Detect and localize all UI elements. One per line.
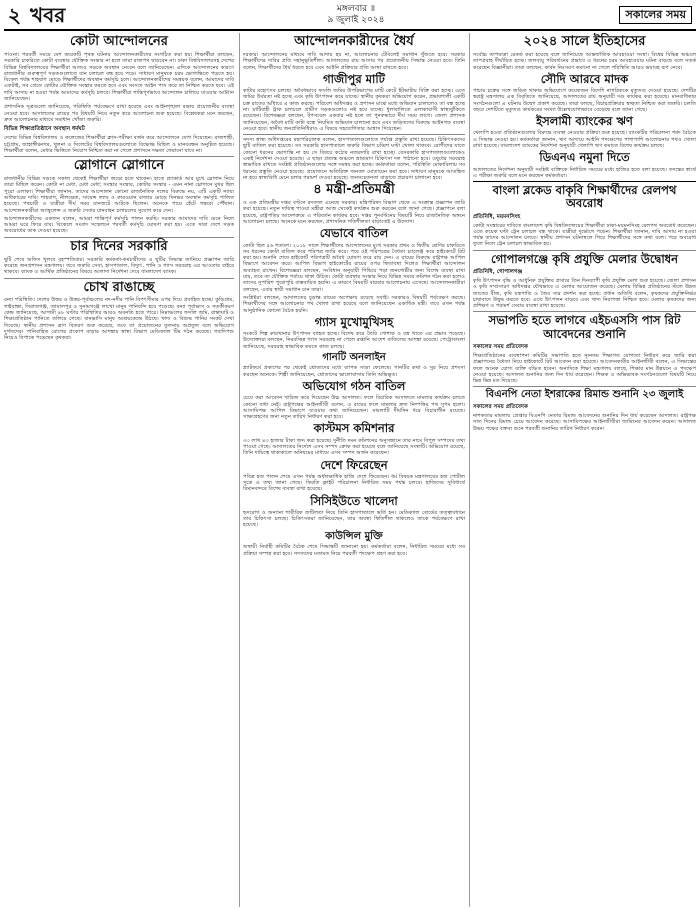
article-body: আদালতের নির্দেশনা অনুযায়ী সংশ্লিষ্ট ব্যক্তিকে নির্ধারিত সময়ের মধ্যে হাজির হতে বলা হয়েছে। তদন্তের স্বার্থে এ পরীক্ষা জরুরি বলে মনে করছেন কর্মকর্তারা।	[473, 166, 696, 179]
headline-returned-home: দেশে ফিরেছেন	[320, 457, 388, 472]
headline-bnp-remand: বিএনপি নেতা ইশরাকের রিমান্ড শুনানি ২৩ জুলাই	[485, 389, 684, 401]
headline-protesters-patience: আন্দোলনকারীদের ধৈর্য	[294, 34, 414, 49]
byline: সকালের সময় প্রতিবেদক	[473, 403, 528, 410]
article-body: কাটার মহোৎসব চলছে। অবৈধভাবে ফসলি জমির উপরিভাগের মাটি কেটে ইটভাটায় বিক্রি করা হচ্ছে। এতে জমির উর্বরতা নষ্ট হচ্ছে এবং কৃষি উৎপাদন কমে যাচ্ছে। স্থানীয় কৃষকরা অভিযোগ করেন, প্রভাবশালী একটি চক্র রাতের আঁধারে এ কাজ করছে। পরিবেশ অধিদপ্তর ও প্রশাসন মাঝে মধ্যে অভিযান চালালেও তা বন্ধ হচ্ছে না। মাটিবাহী ট্রাক চলাচলে গ্রামীণ সড়কগুলোও নষ্ট হয়ে যাচ্ছে। ধুলাবালিতে এলাকাবাসী স্বাস্থ্যঝুঁকিতে রয়েছেন। বিশেষজ্ঞরা বলছেন, টপসয়েল একবার নষ্ট হলে তা পুনরুদ্ধারে দীর্ঘ সময় লাগে। জেলা প্রশাসক জানিয়েছেন, অবৈধ মাটি কাটা বন্ধে নিয়মিত অভিযান চালানো হবে এবং জড়িতদের বিরুদ্ধে আইনগত ব্যবস্থা নেওয়া হবে। স্থানীয় জনপ্রতিনিধিরাও এ বিষয়ে সহযোগিতার আশ্বাস দিয়েছেন।	[243, 88, 465, 132]
day-label: মঙ্গলবার ॥	[336, 4, 376, 14]
headline-slogans: স্লোগানে স্লোগানে	[73, 158, 165, 174]
masthead	[4, 3, 696, 31]
subheading: বিভিন্ন শিক্ষাপ্রতিষ্ঠানে অবস্থান ধর্মঘট	[4, 126, 85, 133]
headline-quota-movement: কোটা আন্দোলনের	[70, 34, 168, 49]
column-middle	[239, 33, 465, 907]
headline-gopalganj-fair: গোপালগঞ্জে কৃষি প্রযুক্তি মেলার উদ্বোধন	[491, 251, 678, 266]
article-body: পাচার চক্রের সঙ্গে জড়িত থাকার অভিযোগে কয়েকজন বিদেশি নাগরিককে মৃত্যুদণ্ড দেওয়া হয়েছে। দেশটির স্বরাষ্ট্র মন্ত্রণালয় এক বিবৃতিতে জানিয়েছে, আদালতের রায় অনুযায়ী দণ্ড কার্যকর করা হয়েছে। মানবাধিকার সংগঠনগুলো এ ঘটনায় উদ্বেগ প্রকাশ করেছে। তারা বলছে, বিচারপ্রক্রিয়ার স্বচ্ছতা নিশ্চিত করা জরুরি। চলতি বছরে দেশটিতে মৃত্যুদণ্ড কার্যকরের সংখ্যা উল্লেখযোগ্যভাবে বেড়েছে বলে জানা গেছে।	[473, 88, 696, 113]
byline: সকালের সময় প্রতিবেদক	[473, 343, 528, 350]
column-left	[4, 33, 234, 907]
headline-gas: গ্যাস মুখোমুখিসহ	[314, 314, 394, 329]
article-body: প্রশাসনিক সূত্রগুলো জানিয়েছে, পরিস্থিতি পর্যবেক্ষণে রাখা হয়েছে এবং আইনশৃঙ্খলা রক্ষায় প্রয়োজনীয় ব্যবস্থা নেওয়া হবে। আদালতের রায়ের পর বিষয়টি নিয়ে নতুন করে আলোচনা শুরু হয়েছে। বিশ্লেষকরা মনে করছেন, দ্রুত আলোচনার মাধ্যমে সমাধান খোঁজা জরুরি।	[4, 104, 234, 123]
byline: প্রতিনিধি, গোপালগঞ্জ	[473, 269, 523, 275]
article-body: পবিত্র হজ পালন শেষে এখন পর্যন্ত অর্ধলক্ষাধিক হাজি দেশে ফিরেছেন। ধর্ম বিষয়ক মন্ত্রণালয়ের হজ পোর্টাল সূত্রে এ তথ্য জানা গেছে। ফিরতি ফ্লাইট পরিচালনা নির্ধারিত সময় পর্যন্ত চলবে। হাজিদের সুবিধার্থে বিমানবন্দরে বিশেষ ব্যবস্থা রাখা হয়েছে।	[243, 473, 465, 493]
headline-saudi-drugs: সৌদি আরবে মাদক	[540, 71, 629, 86]
article-body: ৩৩ লাখ ৪৩ হাজার টাকা জব্দ করা হয়েছে। দুর্নীতি দমন কমিশনের অনুসন্ধানে তার নামে বিপুল সম্পদের তথ্য পাওয়া গেছে। আদালতের নির্দেশে এসব সম্পদ ক্রোক করা হয়েছে বলে জানিয়েছে সংস্থাটি। অভিযোগ রয়েছে, তিনি দায়িত্বে থাকাকালে অনিয়মের মাধ্যমে এসব সম্পদ অর্জন করেছেন।	[243, 437, 465, 457]
article-body: দরকার। আন্দোলনের মাধ্যমে দাবি আদায় হয় না, আলোচনার টেবিলেই সমাধান খুঁজতে হবে। সরকার শিক্ষার্থীদের দাবির প্রতি সহানুভূতিশীল। আদালতের রায় আসার পর প্রয়োজনীয় সিদ্ধান্ত নেওয়া হবে। তিনি বলেন, শিক্ষার্থীদের ধৈর্য ধরতে হবে এবং আইনি প্রক্রিয়ার প্রতি আস্থা রাখতে হবে।	[243, 51, 465, 71]
page-number: ২	[8, 3, 22, 27]
byline: প্রতিনিধি, ময়মনসিংহ	[473, 213, 521, 220]
article-body: প্ল্যাটফর্মে প্রকাশের পর থেকেই শ্রোতাদের মধ্যে ব্যাপক সাড়া ফেলেছে। গানটির কথা ও সুর নিয়ে প্রশংসা করছেন অনেকে। শিল্পী জানিয়েছেন, শ্রোতাদের ভালোবাসায় তিনি অভিভূত।	[243, 365, 465, 378]
headline-how-cancelled: যেভাবে বাতিল	[319, 226, 389, 241]
article-body: খেলাপি হওয়া প্রতিষ্ঠানগুলোর বিরুদ্ধে ব্যবস্থা নেওয়ার প্রক্রিয়া শুরু হয়েছে। ব্যাংকটির পরিচালনা পর্ষদ বৈঠকে এ সিদ্ধান্ত নেওয়া হয়। কর্মকর্তারা জানান, ঋণ আদায়ে আইনি পদক্ষেপের পাশাপাশি আলোচনার পথও খোলা রাখা হয়েছে। বাংলাদেশ ব্যাংকের নির্দেশনা অনুযায়ী খেলাপি ঋণ কমাতে বিশেষ কার্যক্রম চলছে।	[473, 130, 696, 150]
headline-ministers: ৪ মন্ত্রী-প্রতিমন্ত্রী	[313, 182, 395, 198]
divider	[473, 181, 696, 182]
divider	[473, 386, 696, 387]
divider	[473, 250, 696, 251]
article-body: আন্দোলনকারীদের একজন বলেন, আমরা শান্তিপূর্ণ কর্মসূচি পালন করছি। সরকার আমাদের দাবি মেনে নিলে আমরা ঘরে ফিরে যাব। বিকেলে সংবাদ সম্মেলনে পরবর্তী কর্মসূচি ঘোষণা করা হয়। এতে সারা দেশে সড়ক অবরোধের ডাক দেওয়া হয়েছে।	[4, 215, 234, 235]
headline-bau-blockade: বাংলা ব্লকেড বাকৃবি শিক্ষার্থীদের রেলপথ অবরোধ	[492, 183, 677, 211]
article-body: বন্যা পরিস্থিতি। দেশের উত্তর ও উত্তর-পূর্বাঞ্চলের নদ-নদীর পানি বিপৎসীমার ওপর দিয়ে প্রবাহিত হচ্ছে। কুড়িগ্রাম, গাইবান্ধা, সিরাজগঞ্জ, জামালপুর ও সুনামগঞ্জে লাখো মানুষ পানিবন্দি হয়ে পড়েছে। বন্যা পূর্বাভাস ও সতর্কীকরণ কেন্দ্র জানিয়েছে, আগামী ৪৮ ঘণ্টায় পরিস্থিতির আরও অবনতি হতে পারে। নিম্নাঞ্চলের ফসলি জমি, রাস্তাঘাট ও শিক্ষাপ্রতিষ্ঠান পানিতে তলিয়ে গেছে। বানভাসি মানুষ আশ্রয়কেন্দ্রে উঠছে। খাদ্য ও বিশুদ্ধ পানির সংকট দেখা দিয়েছে। স্থানীয় প্রশাসন ত্রাণ বিতরণ শুরু করেছে, তবে তা প্রয়োজনের তুলনায় অপ্রতুল বলে অভিযোগ দুর্গতদের। পানিবাহিত রোগের প্রকোপ বাড়ার আশঙ্কায় স্বাস্থ্য বিভাগ মেডিক্যাল টিম গঠন করেছে। গবাদিপশু নিয়েও বিপাকে পড়েছেন কৃষকরা।	[4, 297, 234, 342]
divider	[4, 156, 234, 157]
divider	[243, 134, 465, 135]
article-body: রাজধানীর বিভিন্ন সড়কে সকাল থেকেই শিক্ষার্থীরা জড়ো হতে থাকেন। হাতে প্ল্যাকার্ড আর মুখে স্লোগান নিয়ে তারা মিছিল করেন। কোটা না মেধা, মেধা মেধা; সংস্কার সংস্কার, কোটার সংস্কার - এমন নানা স্লোগানে মুখর ছিল পুরো এলাকা। শিক্ষার্থীরা জানান, তাদের আন্দোলন কোনো রাজনৈতিক দলের বিরুদ্ধে নয়, এটি একটি ন্যায্য অধিকারের দাবি। শাহবাগ, নীলক্ষেত, সায়েন্স ল্যাব ও কারওয়ান বাজার মোড়ে দিনভর অবস্থান কর্মসূচি পালিত হয়েছে। পথচারী ও যাত্রীরা দীর্ঘ সময় যানজটে আটকে ছিলেন। অনেকে পায়ে হেঁটে গন্তব্যে পৌঁছান। আন্দোলনকারীরা অ্যাম্বুলেন্স ও জরুরি সেবার যানবাহন চলাচলের সুযোগ করে দেন।	[4, 176, 234, 214]
article-body: সংকটে শিল্প কারখানার উৎপাদন ব্যাহত হচ্ছে। বিশেষ করে তৈরি পোশাক ও বস্ত্র খাতে এর প্রভাব পড়েছে। উদ্যোক্তারা বলছেন, নিরবচ্ছিন্ন গ্যাস সরবরাহ না পেলে রপ্তানি আদেশ বাতিলের আশঙ্কা রয়েছে। পেট্রোবাংলা জানিয়েছে, সরবরাহ স্বাভাবিক করতে কাজ চলছে।	[243, 331, 465, 350]
article-body: চেয়ে করা আবেদন খারিজ করে দিয়েছেন উচ্চ আদালত। ফলে বিচারিক আদালতে মামলার কার্যক্রম চলতে কোনো বাধা নেই। রাষ্ট্রপক্ষের আইনজীবী বলেন, এ রায়ের ফলে মামলার দ্রুত নিষ্পত্তির পথ সুগম হলো। আসামিপক্ষ আপিল বিভাগে যাওয়ার কথা জানিয়েছেন। মামলাটি দীর্ঘদিন ধরে বিচারাধীন রয়েছে। সাক্ষ্যগ্রহণের জন্য নতুন তারিখ নির্ধারণ করা হবে।	[243, 395, 465, 421]
article-body: কৃষি উৎপাদন বৃদ্ধি ও আধুনিক প্রযুক্তির প্রসারে তিন দিনব্যাপী কৃষি প্রযুক্তি মেলা শুরু হয়েছে। জেলা প্রশাসন ও কৃষি সম্প্রসারণ অধিদপ্তর যৌথভাবে এ মেলার আয়োজন করেছে। মেলায় বিভিন্ন প্রতিষ্ঠানের স্টলে উন্নত জাতের বীজ, কৃষি যন্ত্রপাতি ও জৈব সার প্রদর্শন করা হচ্ছে। প্রধান অতিথি বলেন, কৃষকদের প্রযুক্তিনির্ভর চাষাবাদে উদ্বুদ্ধ করতে হবে। এতে উৎপাদন বাড়বে এবং খাদ্য নিরাপত্তা নিশ্চিত হবে। মেলায় কৃষকদের জন্য প্রশিক্ষণ ও পরামর্শ সেবার ব্যবস্থা রাখা হয়েছে।	[473, 278, 696, 310]
section-title: খবর	[30, 3, 66, 27]
headline-holiday: চার দিনের সরকারি	[70, 238, 168, 254]
headline-dna-sample: ডিএনএ নমুনা দিতে	[539, 150, 630, 165]
headline-hsc-president: সভাপতি হতে লাগবে এইচএসসি পাস রিট আবেদনের শুনানি	[488, 313, 681, 341]
paper-logo: সকালের সময়	[619, 6, 692, 24]
headline-gazipur-soil: গাজীপুর মাটি	[323, 71, 385, 86]
headline-customs-commissioner: কাস্টমস কমিশনার	[313, 421, 395, 436]
headline-islami-bank: ইসলামী ব্যাংকের ঋণ	[536, 114, 633, 129]
article-body: হৃদরোগ ও অন্যান্য শারীরিক জটিলতা নিয়ে তিনি হাসপাতালে ভর্তি হন। মেডিক্যাল বোর্ডের তত্ত্বাবধানে তার চিকিৎসা চলছে। চিকিৎসকরা জানিয়েছেন, তার অবস্থা স্থিতিশীল থাকলেও তাকে পর্যবেক্ষণে রাখা হয়েছে।	[243, 509, 465, 529]
article-body: অস্থায়ী নির্বাহী কমিটির বৈঠক শেষে সিদ্ধান্তটি জানানো হয়। কর্মকর্তারা বলেন, নির্ধারিত সময়ের মধ্যে সব প্রক্রিয়া সম্পন্ন করা হবে। সদস্যদের মতামত নিয়ে পরবর্তী পদক্ষেপ গ্রহণ করা হবে।	[243, 544, 465, 557]
headline-charge-cancelled: অভিযোগ গঠন বাতিল	[302, 379, 406, 394]
article-body: ও এক প্রতিমন্ত্রীর দপ্তর বণ্টনে রদবদল এনেছে সরকার। মন্ত্রিপরিষদ বিভাগ থেকে এ সংক্রান্ত প্রজ্ঞাপন জারি করা হয়েছে। নতুন দায়িত্ব পাওয়া মন্ত্রীরা আজ থেকেই কার্যক্রম শুরু করবেন বলে জানা গেছে। প্রজ্ঞাপনে বলা হয়েছে, রাষ্ট্রপতির আদেশক্রমে এ পরিবর্তন কার্যকর হবে। দপ্তর পুনর্বণ্টনের বিষয়টি নিয়ে রাজনৈতিক অঙ্গনে আলোচনা চলছে। অনেকে মনে করছেন, প্রশাসনিক গতিশীলতা বাড়াতেই এ উদ্যোগ।	[243, 200, 465, 226]
article-body: পাওনা। পরবর্তী সময়ে বেশ কয়েকটি পৃথক ঘটনায় আন্দোলনকারীদের সংগঠিত করা হয়। শিক্ষার্থীরা বলছেন, সরকারি চাকরিতে কোটা ব্যবস্থার যৌক্তিক সংস্কার না হলে তারা রাজপথ ছাড়বেন না। ঢাকা বিশ্ববিদ্যালয়সহ দেশের বিভিন্ন বিশ্ববিদ্যালয়ের শিক্ষার্থীরা আজও সড়কে অবস্থান নেবেন বলে জানিয়েছেন। এদিকে আন্দোলনের কারণে রাজধানীর গুরুত্বপূর্ণ সড়কগুলোতে যান চলাচল বন্ধ হয়ে পড়ে। সাধারণ মানুষকে চরম ভোগান্তিতে পড়তে হয়। বিকেল পর্যন্ত শাহবাগ মোড়ে শিক্ষার্থীদের অবস্থান কর্মসূচি চলে। আন্দোলনকারীদের সমন্বয়ক বলেন, আমাদের দাবি একটাই, সব গ্রেডে কোটার যৌক্তিক সংস্কার করতে হবে এবং সংসদে আইন পাস করে তা নিশ্চিত করতে হবে। এই দাবি আদায় না হওয়া পর্যন্ত আমাদের কর্মসূচি চলবে। শিক্ষার্থীরা শান্তিপূর্ণভাবে আন্দোলন চালিয়ে যাওয়ার আহ্বান জানিয়েছেন।	[4, 51, 234, 103]
article-body: সদস্য স্বাস্থ্য অধিদপ্তরের মহাপরিচালক বলেন, হাসপাতালগুলোতে পর্যাপ্ত প্রস্তুতি রাখা হয়েছে। চিকিৎসকদের ছুটি বাতিল করা হয়েছে। সব সরকারি হাসপাতালে জরুরি বিভাগ চব্বিশ ঘণ্টা খোলা থাকবে। রোগীদের যাতে কোনো ধরনের ভোগান্তি না হয় সে বিষয়ে কঠোর নজরদারি রাখা হচ্ছে। বেসরকারি হাসপাতালগুলোকেও একই নির্দেশনা দেওয়া হয়েছে। এ ছাড়া প্রত্যন্ত অঞ্চলে ভ্রাম্যমাণ চিকিৎসা দল পাঠানো হবে। ওষুধের সরবরাহ স্বাভাবিক রাখতে সংশ্লিষ্ট প্রতিষ্ঠানগুলোর সঙ্গে সমন্বয় করা হচ্ছে। কর্মকর্তারা বলেন, পরিস্থিতি মোকাবিলায় সব ধরনের প্রস্তুতি নেওয়া হয়েছে। প্রয়োজনে অতিরিক্ত জনবল মোতায়েন করা হবে। সাধারণ মানুষকে আতঙ্কিত না হয়ে স্বাস্থ্যবিধি মেনে চলার পরামর্শ দেওয়া হয়েছে। জনসচেতনতা বাড়াতে প্রচারণা চালানো হবে।	[243, 137, 465, 181]
article-body: সর্বোচ্চ তাপমাত্রা রেকর্ড করা হয়েছে বলে জানিয়েছে আন্তর্জাতিক আবহাওয়া সংস্থা। বিশ্বের বিভিন্ন অঞ্চলে তাপপ্রবাহ দীর্ঘায়িত হচ্ছে। জলবায়ু পরিবর্তনের প্রভাবে এ ধরনের চরম আবহাওয়ার ঘটনা বাড়ছে বলে সতর্ক করেছেন বিজ্ঞানীরা। তারা বলছেন, কার্বন নিঃসরণ কমানো না গেলে পরিস্থিতি আরও ভয়াবহ রূপ নেবে।	[473, 51, 696, 71]
date-label: ৯ জুলাই ২০২৪	[327, 15, 385, 25]
article-columns	[4, 33, 696, 907]
divider	[4, 278, 234, 279]
headline-khaleda-ccu: সিসিইউতে খালেদা	[310, 493, 398, 508]
dateline	[266, 4, 446, 26]
headline-song-online: গানটি অনলাইন	[322, 351, 386, 363]
article-body: কোটা ছিল ৫৬ শতাংশ। ২০১৮ সালে শিক্ষার্থীদের আন্দোলনের মুখে সরকার প্রথম ও দ্বিতীয় শ্রেণির চাকরিতে সব ধরনের কোটা বাতিল করে পরিপত্র জারি করে। পরে ওই পরিপত্রের বৈধতা চ্যালেঞ্জ করে হাইকোর্টে রিট করা হয়। শুনানি শেষে হাইকোর্ট পরিপত্রটি অবৈধ ঘোষণা করে রায় দেন। এ রায়ের বিরুদ্ধে রাষ্ট্রপক্ষ আপিল বিভাগে আবেদন করে। আপিল বিভাগ হাইকোর্টের রায়ের ওপর স্থিতাবস্থা দিলেও শিক্ষার্থীরা আন্দোলন অব্যাহত রাখেন। বিশেষজ্ঞরা বলছেন, সংবিধান অনুযায়ী পিছিয়ে পড়া জনগোষ্ঠীর জন্য বিশেষ ব্যবস্থা রাখা যায়, তবে তা যৌক্তিক পর্যায়ে থাকা উচিত। কোটা ব্যবস্থার সংস্কার নিয়ে বিভিন্ন সময়ে কমিশন গঠন করা হলেও তাদের সুপারিশ পুরোপুরি বাস্তবায়িত হয়নি। এ কারণে বিষয়টি বারবার আলোচনায় এসেছে। আন্দোলনকারীরা বলছেন, এবার স্থায়ী সমাধান চান তারা।	[243, 242, 465, 293]
divider	[4, 237, 234, 238]
headline-2024-history: ২০২৪ সালে ইতিহাসের	[523, 34, 646, 49]
article-body: কোটা সংস্কারের দাবিতে বাংলাদেশ কৃষি বিশ্ববিদ্যালয়ের শিক্ষার্থীরা ঢাকা-ময়মনসিংহ রেলপথ অবরোধ করেছেন। এতে কয়েক ঘণ্টা ট্রেন চলাচল বন্ধ থাকে। যাত্রীরা দুর্ভোগে পড়েন। শিক্ষার্থীরা জানান, দাবি আদায় না হওয়া পর্যন্ত তাদের আন্দোলন চলবে। স্থানীয় প্রশাসন ঘটনাস্থলে গিয়ে শিক্ষার্থীদের সঙ্গে কথা বলে। পরে অবরোধ তুলে নিলে ট্রেন চলাচল স্বাভাবিক হয়।	[473, 222, 696, 248]
article-body: নাশকতার মামলায় গ্রেপ্তার বিএনপি নেতার রিমান্ড আবেদনের শুনানির দিন ধার্য করেছেন আদালত। রাষ্ট্রপক্ষ সাত দিনের রিমান্ড চেয়ে আবেদন করেছে। আসামিপক্ষের আইনজীবীরা জামিনের আবেদন করেন। আদালত উভয় পক্ষের বক্তব্য শুনে পরবর্তী শুনানির তারিখ নির্ধারণ করেন।	[473, 412, 696, 432]
article-body: ছুটি শেষে অফিস খুলবে বৃহস্পতিবার। সরকারি কর্মকর্তা-কর্মচারীদের এ ছুটির সিদ্ধান্ত জানিয়ে প্রজ্ঞাপন জারি করেছে জনপ্রশাসন মন্ত্রণালয়। তবে জরুরি সেবা, হাসপাতাল, বিদ্যুৎ, পানি ও গ্যাস সরবরাহ এর আওতার বাইরে থাকবে। ব্যাংক ও আর্থিক প্রতিষ্ঠানের বিষয়ে আলাদা নির্দেশনা দেবে বাংলাদেশ ব্যাংক।	[4, 256, 234, 276]
headline-council: কাউন্সিল মুক্তি	[325, 530, 383, 542]
headline-flood: চোখ রাঙাচ্ছে	[83, 279, 155, 295]
article-body: সংশ্লিষ্টরা বলছেন, আদালতের চূড়ান্ত রায়ের অপেক্ষায় রয়েছে সবাই। সরকারও বিষয়টি পর্যবেক্ষণ করছে। শিক্ষার্থীদের সঙ্গে আলোচনার পথ খোলা রাখা হয়েছে বলে জানিয়েছেন একাধিক মন্ত্রী। তবে এখন পর্যন্ত আনুষ্ঠানিক কোনো বৈঠক হয়নি।	[243, 294, 465, 314]
column-right	[469, 33, 696, 907]
article-body: শিক্ষাপ্রতিষ্ঠানের ব্যবস্থাপনা কমিটির সভাপতি হতে ন্যূনতম শিক্ষাগত যোগ্যতা নির্ধারণ করে জারি করা প্রজ্ঞাপনের বৈধতা নিয়ে হাইকোর্টে রিট আবেদন করা হয়েছে। আবেদনকারীর আইনজীবী বলেন, এ সিদ্ধান্তের ফলে অনেক যোগ্য ব্যক্তি বঞ্চিত হবেন। অন্যদিকে শিক্ষা মন্ত্রণালয় বলছে, শিক্ষার মান উন্নয়নে এ পদক্ষেপ নেওয়া হয়েছে। আদালত শুনানির জন্য দিন ধার্য করেছেন। শিক্ষক ও অভিভাবক সংগঠনগুলো বিষয়টি নিয়ে ভিন্ন ভিন্ন মত দিয়েছে।	[473, 352, 696, 385]
article-body: দেশের বিভিন্ন বিশ্ববিদ্যালয় ও কলেজের শিক্ষার্থীরা ক্লাস-পরীক্ষা বর্জন করে আন্দোলনে যোগ দিয়েছেন। রাজশাহী, চট্টগ্রাম, জাহাঙ্গীরনগর, খুলনা ও সিলেটের বিশ্ববিদ্যালয়গুলোতে বিক্ষোভ মিছিল ও মানববন্ধন অনুষ্ঠিত হয়েছে। শিক্ষার্থীরা বলেন, মেধার ভিত্তিতে নিয়োগ নিশ্চিত করা না গেলে প্রশাসনে দক্ষতা ফেরানো যাবে না।	[4, 135, 234, 154]
